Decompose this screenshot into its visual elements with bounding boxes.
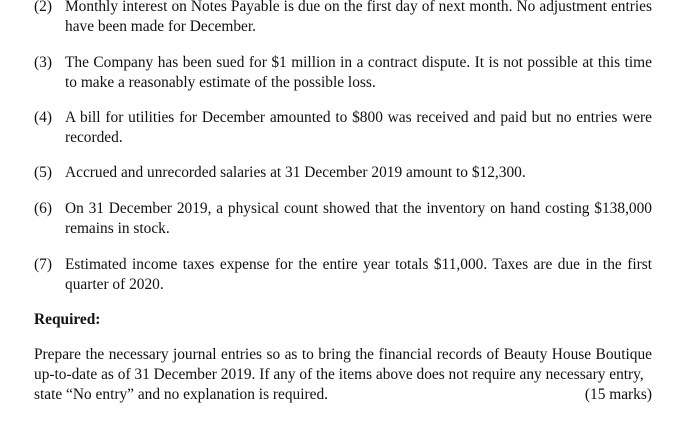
required-last-line	[34, 385, 652, 405]
list-item	[34, 255, 652, 295]
list-item	[34, 199, 652, 239]
marks-label: (15 marks)	[584, 386, 652, 403]
list-item	[34, 108, 652, 148]
item-number: (7)	[34, 256, 52, 273]
item-text: The Company has been sued for $1 million in a contract dispute. It is not possible at this time to make a reasonably estimate of the possible loss.	[65, 54, 652, 91]
item-number: (3)	[34, 54, 52, 71]
required-paragraph	[34, 345, 652, 405]
item-number: (4)	[34, 109, 52, 126]
item-number: (6)	[34, 200, 52, 217]
item-text: A bill for utilities for December amounted to $800 was received and paid but no entries were recorded.	[65, 109, 652, 146]
item-text: Estimated income taxes expense for the entire year totals $11,000. Taxes are due in the first quarter of 2020.	[65, 256, 652, 293]
required-last-line-text: state “No entry” and no explanation is required.	[34, 386, 329, 403]
item-number: (5)	[34, 164, 52, 181]
list-item	[34, 53, 652, 93]
item-text: Accrued and unrecorded salaries at 31 December 2019 amount to $12,300.	[65, 164, 526, 181]
item-text: On 31 December 2019, a physical count showed that the inventory on hand costing $138,000 remains in stock.	[65, 200, 652, 237]
list-item	[34, 163, 652, 183]
item-number: (2)	[34, 0, 52, 15]
item-text: Monthly interest on Notes Payable is due on the first day of next month. No adjustment entries have been made for December.	[65, 0, 652, 35]
required-heading: Required:	[34, 311, 101, 328]
list-item	[34, 0, 652, 37]
required-body: Prepare the necessary journal entries so as to bring the financial records of Beauty House Boutique up-to-date as of 31 December 2019. If any of the items above does not require any necessary entry,	[34, 346, 652, 383]
